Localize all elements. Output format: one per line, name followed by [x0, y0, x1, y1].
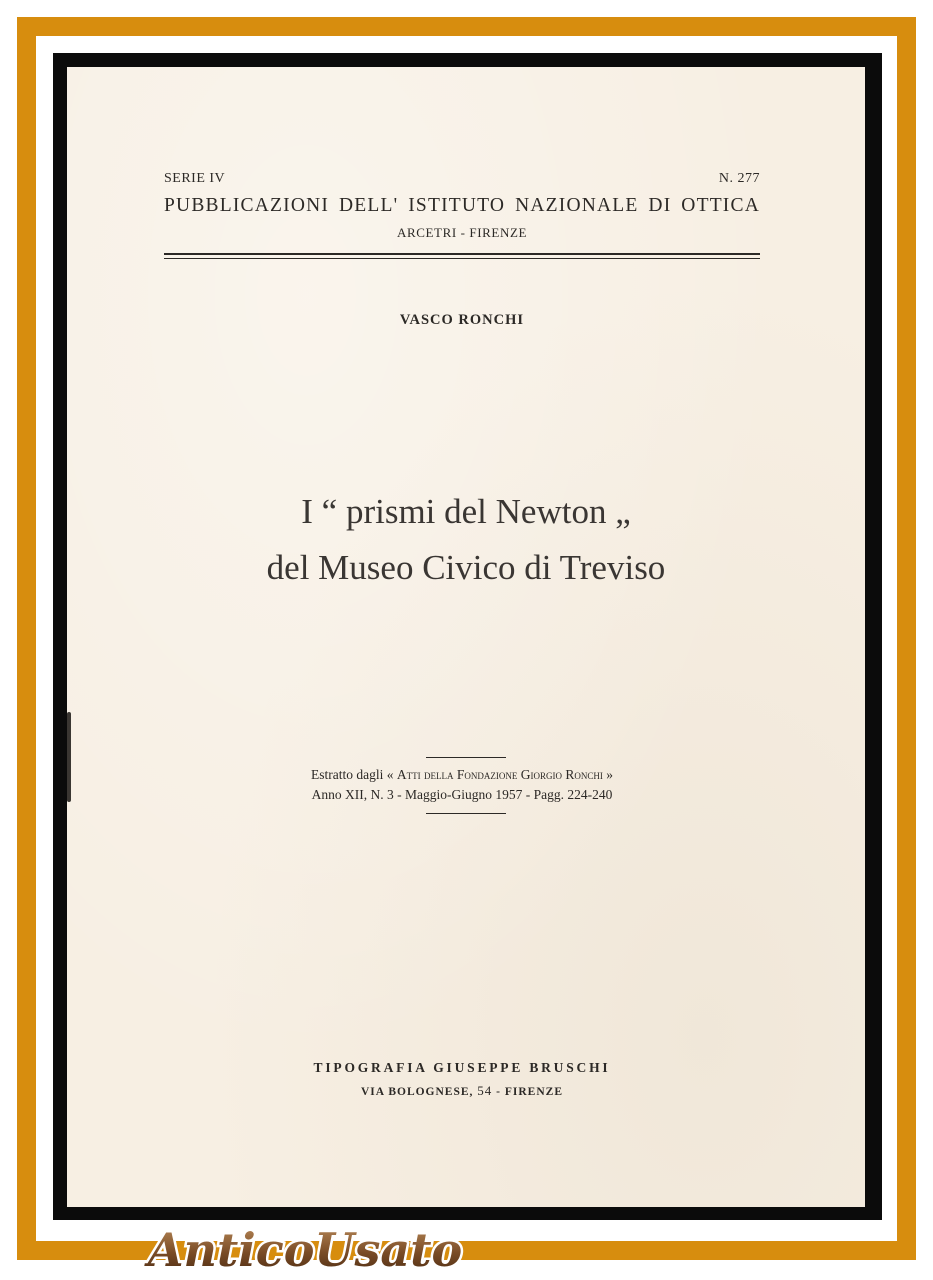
printer-address — [164, 1083, 760, 1099]
header-rule-thick — [164, 253, 760, 255]
address-street: VIA BOLOGNESE, — [361, 1086, 474, 1098]
title-line-2: del Museo Civico di Treviso — [266, 548, 666, 587]
author-name: VASCO RONCHI — [399, 312, 525, 328]
header-rule-thin — [164, 258, 760, 259]
institute-name: PUBBLICAZIONI DELL' ISTITUTO NAZIONALE DI OTTICA — [164, 195, 760, 216]
address-city: - FIRENZE — [496, 1086, 563, 1098]
extract-rule-top — [426, 757, 506, 758]
document-page — [67, 67, 865, 1207]
series-label: SERIE IV — [164, 171, 226, 186]
address-number: 54 — [477, 1083, 493, 1098]
extract-suffix: » — [602, 767, 613, 782]
title-line-1: I “ prismi del Newton „ — [301, 492, 631, 531]
extract-details: Anno XII, N. 3 - Maggio-Giugno 1957 - Pagg. 224-240 — [311, 787, 613, 802]
logo-text: AnticoUsato — [147, 1223, 463, 1277]
publication-number: N. 277 — [718, 171, 760, 186]
anticousato-logo — [147, 1216, 463, 1280]
printer-name: TIPOGRAFIA GIUSEPPE BRUSCHI — [313, 1060, 611, 1075]
binding-staple-mark — [67, 712, 71, 802]
extract-journal: Atti della Fondazione Giorgio Ronchi — [396, 767, 603, 782]
institute-location: ARCETRI - FIRENZE — [396, 225, 528, 240]
extract-prefix: Estratto dagli « — [311, 767, 397, 782]
extract-rule-bottom — [426, 813, 506, 814]
extract-source — [164, 767, 760, 783]
